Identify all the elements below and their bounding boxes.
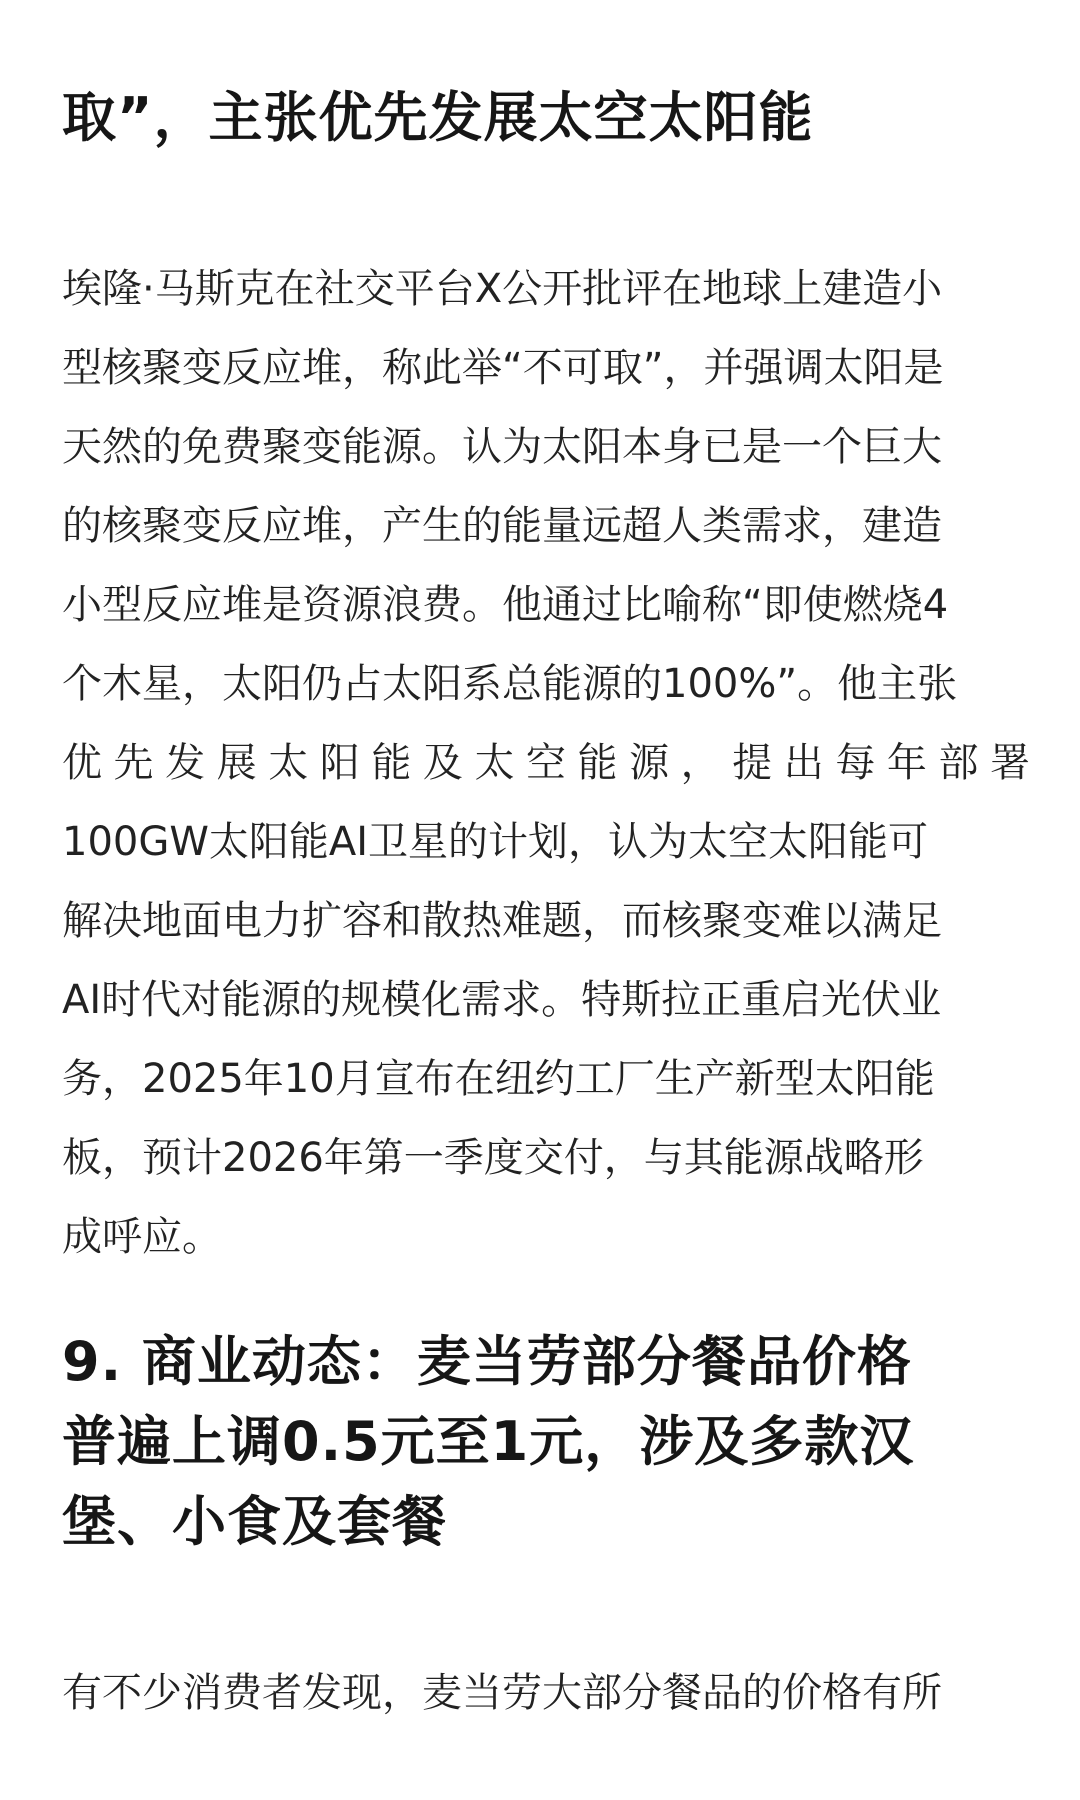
paragraph-line: 务，2025年10月宣布在纽约工厂生产新型太阳能 [62,1056,935,1102]
paragraph-line: 小型反应堆是资源浪费。他通过比喻称“即使燃烧4 [62,582,949,628]
paragraph-line: 板，预计2026年第一季度交付，与其能源战略形 [62,1135,924,1181]
section-8-paragraph [62,250,1030,1277]
paragraph-line: 成呼应。 [62,1214,222,1260]
heading-line: 取”，主张优先发展太空太阳能 [62,86,814,149]
paragraph-line: 解决地面电力扩容和散热难题，而核聚变难以满足 [62,898,942,944]
section-9-heading [62,1322,1030,1562]
paragraph-line: 型核聚变反应堆，称此举“不可取”，并强调太阳是 [62,345,944,391]
paragraph-line: 个木星，太阳仍占太阳系总能源的100%”。他主张 [62,661,958,707]
paragraph-line: 埃隆·马斯克在社交平台X公开批评在地球上建造小 [62,266,943,312]
heading-line: 普遍上调0.5元至1元，涉及多款汉 [62,1410,915,1473]
paragraph-line: 的核聚变反应堆，产生的能量远超人类需求，建造 [62,503,942,549]
section-8-heading-tail [62,78,1030,158]
paragraph-line: 有不少消费者发现，麦当劳大部分餐品的价格有所 [62,1670,942,1716]
paragraph-line: 天然的免费聚变能源。认为太阳本身已是一个巨大 [62,424,942,470]
heading-line: 9. 商业动态：麦当劳部分餐品价格 [62,1330,912,1393]
heading-line: 堡、小食及套餐 [62,1490,447,1553]
paragraph-line: 100GW太阳能AI卫星的计划，认为太空太阳能可 [62,819,929,865]
section-9-paragraph [62,1654,1030,1733]
paragraph-line: AI时代对能源的规模化需求。特斯拉正重启光伏业 [62,977,942,1023]
paragraph-line: 优先发展太阳能及太空能源，提出每年部署 [62,740,1030,786]
